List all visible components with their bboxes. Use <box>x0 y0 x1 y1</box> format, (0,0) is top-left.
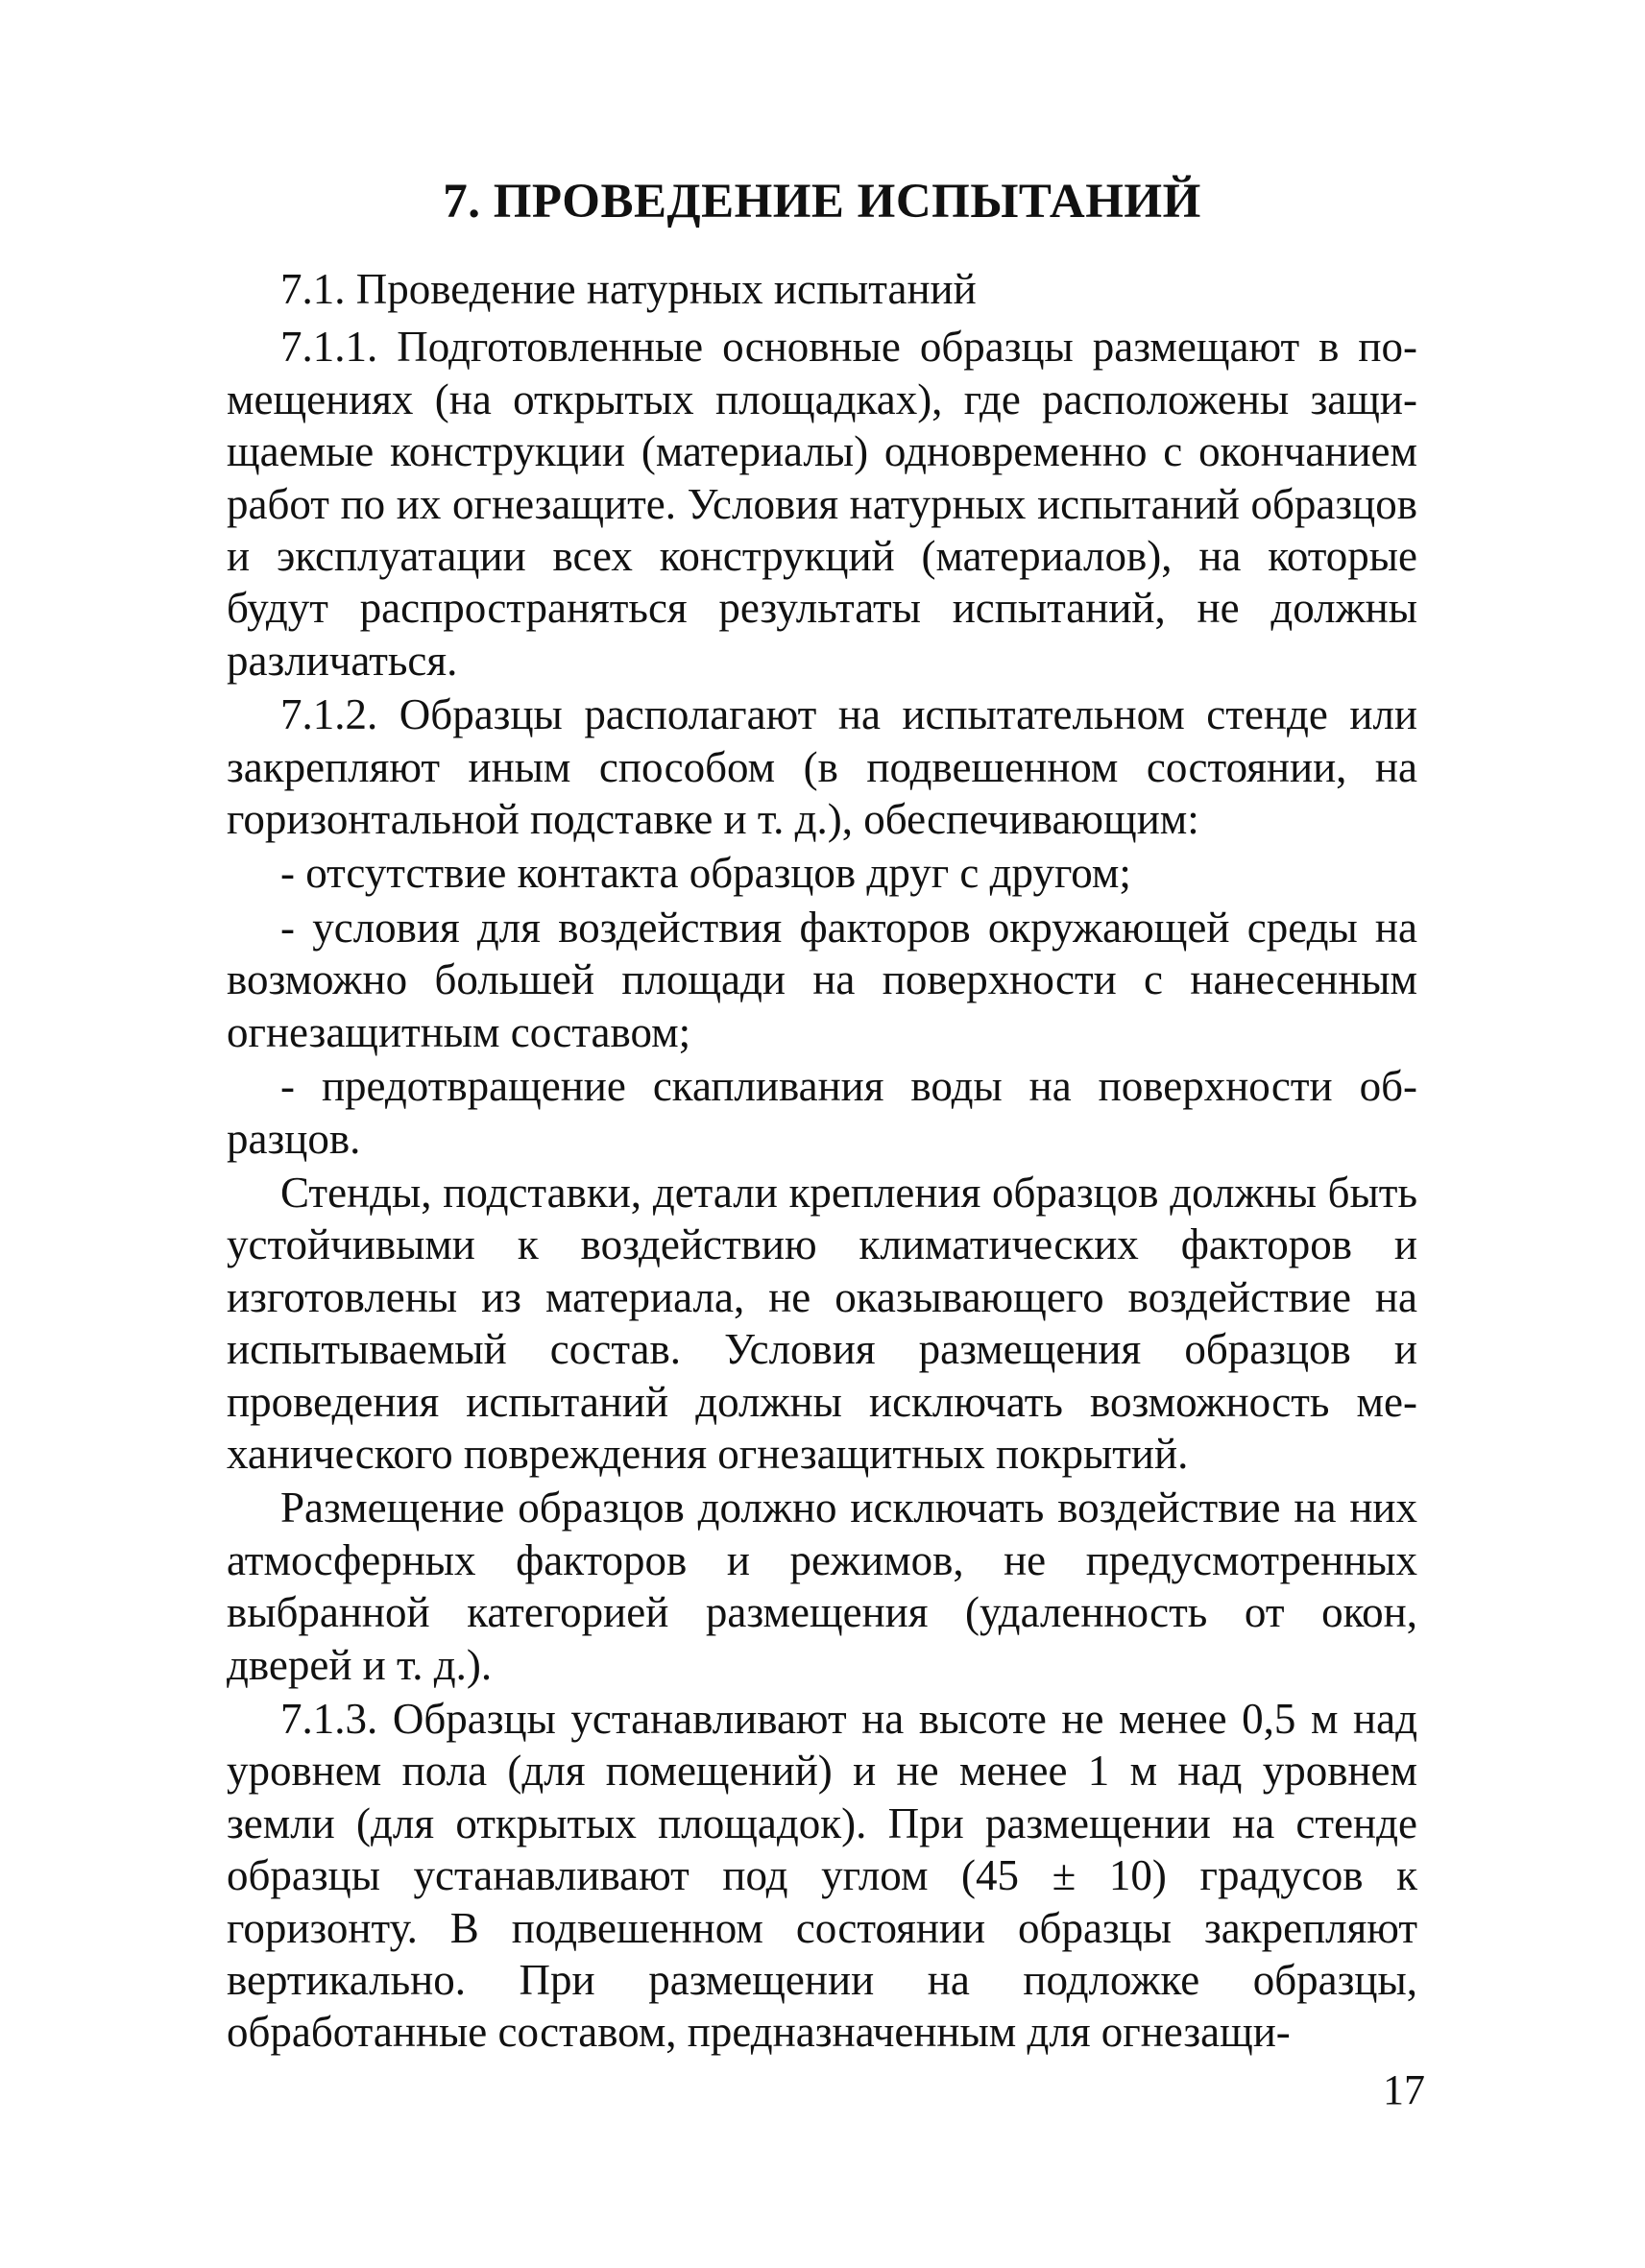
paragraph: 7.1.1. Подготовленные основные образцы размещают в помещениях (на открытых площадках), где расположены защищаемые конструкции (материалы) одновременно с окончанием работ по их огнезащите. Условия натурных испытаний образцов и эксплуатации всех конструкций (материалов), на которые будут распространяться результаты испытаний, не должны различаться. <box>227 323 1417 685</box>
section-title: 7. ПРОВЕДЕНИЕ ИСПЫТАНИЙ <box>443 175 1201 229</box>
list-item: - условия для воздействия факторов окружающей среды на возможно большей площади на поверхности с нанесенным огнезащитным составом; <box>227 903 1417 1056</box>
list-item: - отсутствие контакта образцов друг с другом; <box>280 849 1131 898</box>
page-number: 17 <box>1383 2066 1425 2113</box>
paragraph: 7.1.2. Образцы располагают на испытательном стенде или закрепляют иным способом (в подвешенном состоянии, на горизонтальной подставке и т. д.), обеспечивающим: <box>227 690 1417 844</box>
paragraph: Размещение образцов должно исключать воздействие на них атмосферных факторов и режимов, не предусмотренных выбранной категорией размещения (удаленность от окон, дверей и т. д.). <box>227 1484 1417 1689</box>
subsection-heading: 7.1. Проведение натурных испытаний <box>280 265 977 313</box>
paragraph: Стенды, подставки, детали крепления образцов должны быть устойчивыми к воздействию климатических факторов и изготовлены из материала, не оказывающего воздействие на испытываемый состав. Условия размещения образцов и проведения испытаний должны исключать возможность механического повреждения огнезащитных покрытий. <box>227 1168 1417 1478</box>
paragraph: 7.1.3. Образцы устанавливают на высоте не менее 0,5 м над уровнем пола (для помещений) и не менее 1 м над уровнем земли (для открытых площадок). При размещении на стенде образцы устанавливают под углом (45 ± 10) градусов к горизонту. В подвешенном состоянии образцы закрепляют вертикально. При размещении на подложке образцы, обработанные составом, предназначенным для огнезащи- <box>227 1694 1417 2057</box>
list-item: - предотвращение скапливания воды на поверхности образцов. <box>227 1062 1417 1163</box>
document-page <box>227 173 1417 2061</box>
